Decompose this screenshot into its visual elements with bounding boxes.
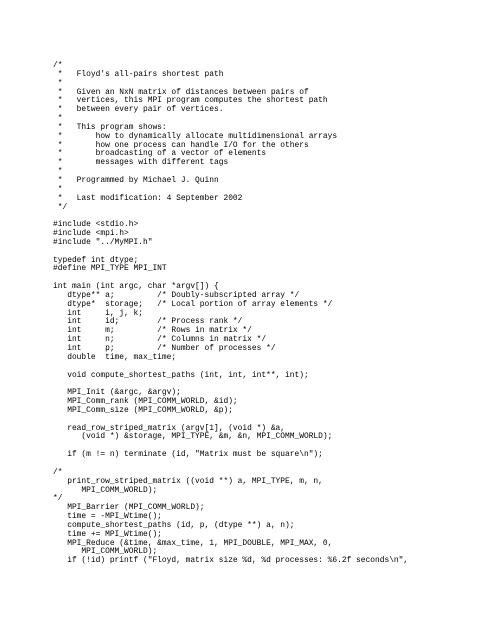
- code-line: #include <stdio.h>: [53, 220, 139, 230]
- code-line: double time, max_time;: [53, 352, 177, 362]
- code-line: * between every pair of vertices.: [53, 105, 224, 115]
- code-line: MPI_Comm_rank (MPI_COMM_WORLD, &id);: [53, 397, 238, 407]
- code-line: if (!id) printf ("Floyd, matrix size %d, %d processes: %6.2f seconds\n",: [53, 556, 409, 566]
- code-line: int main (int argc, char *argv[]) {: [53, 282, 219, 292]
- code-line: * Programmed by Michael J. Quinn: [53, 175, 219, 185]
- code-line: (void *) &storage, MPI_TYPE, &m, &n, MPI_COMM_WORLD);: [53, 432, 333, 442]
- code-line: dtype** a; /* Doubly-subscripted array */: [53, 290, 300, 300]
- code-line: #define MPI_TYPE MPI_INT: [53, 264, 167, 274]
- code-line: #include <mpi.h>: [53, 229, 129, 239]
- code-line: * Floyd's all-pairs shortest path: [53, 69, 224, 79]
- code-line: MPI_COMM_WORLD);: [53, 547, 158, 557]
- code-line: * Given an NxN matrix of distances between pairs of: [53, 87, 309, 97]
- code-line: MPI_COMM_WORLD);: [53, 485, 158, 495]
- code-line: int id; /* Process rank */: [53, 317, 243, 327]
- code-line: /*: [53, 61, 63, 70]
- code-line: * how one process can handle I/O for the others: [53, 140, 309, 150]
- code-line: * vertices, this MPI program computes the shortest path: [53, 96, 328, 106]
- code-line: * how to dynamically allocate multidimensional arrays: [53, 131, 338, 141]
- code-line: int m; /* Rows in matrix */: [53, 326, 252, 336]
- code-line: */: [53, 202, 68, 212]
- code-line: MPI_Reduce (&time, &max_time, 1, MPI_DOUBLE, MPI_MAX, 0,: [53, 538, 333, 548]
- code-line: MPI_Init (&argc, &argv);: [53, 388, 181, 398]
- code-line: *: [53, 184, 63, 194]
- code-line: */: [53, 494, 63, 504]
- code-line: *: [53, 78, 63, 88]
- code-line: * broadcasting of a vector of elements: [53, 149, 267, 159]
- code-line: dtype* storage; /* Local portion of array elements */: [53, 299, 333, 309]
- code-line: *: [53, 114, 63, 124]
- code-line: * This program shows:: [53, 122, 167, 132]
- code-line: [53, 460, 493, 469]
- code-line: print_row_striped_matrix ((void **) a, MPI_TYPE, m, n,: [53, 476, 323, 486]
- code-line: *: [53, 167, 63, 177]
- code-line: #include "../MyMPI.h": [53, 237, 153, 247]
- code-line: int p; /* Number of processes */: [53, 344, 276, 353]
- code-line: time += MPI_Wtime();: [53, 529, 162, 539]
- code-line: * messages with different tags: [53, 158, 229, 168]
- source-code-block: [53, 62, 493, 566]
- code-line: typedef int dtype;: [53, 255, 139, 265]
- code-line: compute_shortest_paths (id, p, (dtype **) a, n);: [53, 520, 295, 530]
- code-line: int i, j, k;: [53, 308, 143, 318]
- code-line: /*: [53, 467, 63, 477]
- code-line: * Last modification: 4 September 2002: [53, 193, 243, 203]
- code-line: void compute_shortest_paths (int, int, int**, int);: [53, 370, 309, 380]
- code-line: MPI_Barrier (MPI_COMM_WORLD);: [53, 503, 205, 513]
- code-line: MPI_Comm_size (MPI_COMM_WORLD, &p);: [53, 405, 233, 415]
- code-line: time = -MPI_Wtime();: [53, 512, 162, 522]
- code-line: if (m != n) terminate (id, "Matrix must be square\n");: [53, 450, 323, 460]
- code-line: read_row_striped_matrix (argv[1], (void *) &a,: [53, 423, 286, 433]
- code-line: int n; /* Columns in matrix */: [53, 335, 267, 345]
